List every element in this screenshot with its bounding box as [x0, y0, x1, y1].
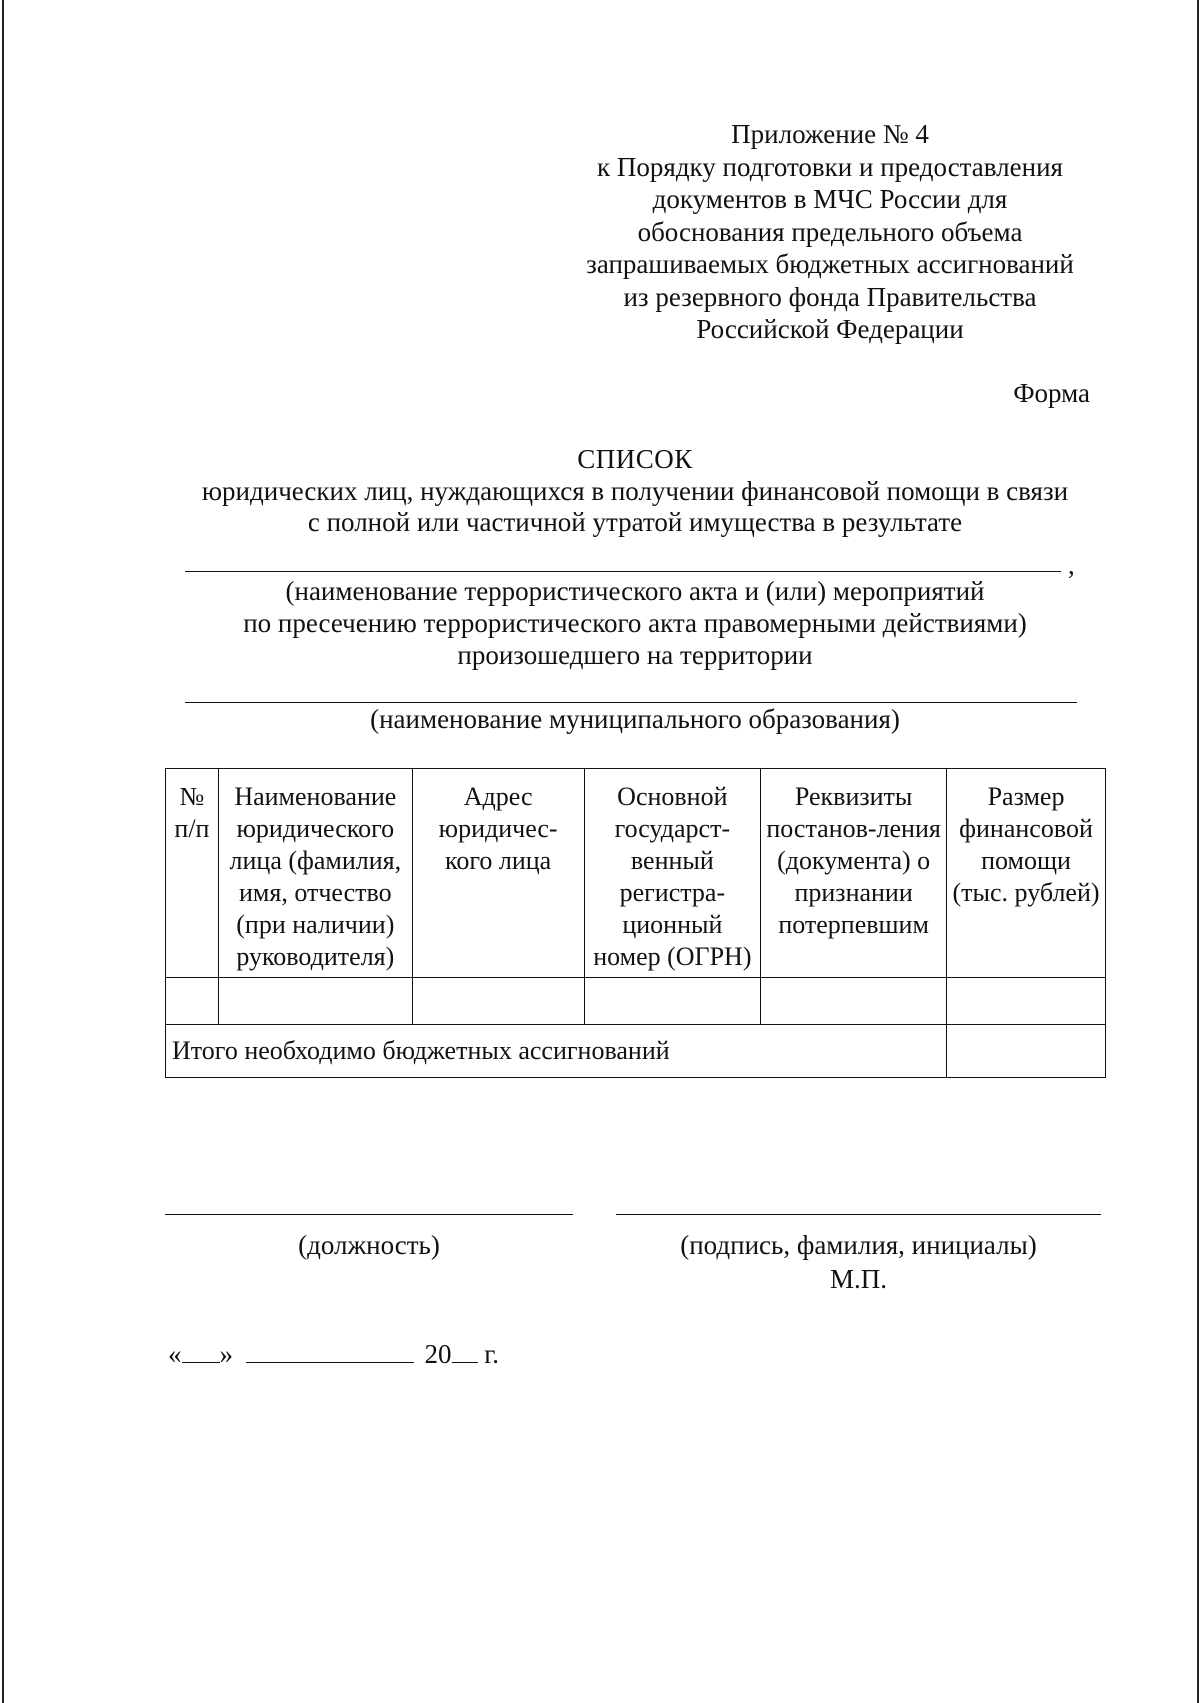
document-title [130, 444, 1140, 539]
appendix-line: обоснования предельного объема [637, 216, 1023, 247]
title-comma: , [1068, 550, 1075, 580]
cell-resolution[interactable] [761, 978, 947, 1025]
header-number: № п/п [166, 769, 219, 978]
act-caption-line-1: (наименование террористического акта и (или) мероприятий [285, 576, 985, 606]
position-blank-line[interactable] [165, 1214, 573, 1215]
stamp-placeholder: М.П. [829, 1264, 887, 1294]
title-line-2: с полной или частичной утратой имущества в результате [307, 507, 963, 537]
act-name-blank-line[interactable] [185, 571, 1061, 572]
form-label: Форма [1013, 378, 1090, 408]
header-entity-name: Наименование юридического лица (фамилия, имя, отчество (при наличии) руководителя) [218, 769, 412, 978]
date-open-quote: « [168, 1339, 182, 1369]
appendix-line: из резервного фонда Правительства [623, 281, 1037, 312]
page-edge-right [1197, 0, 1199, 1703]
header-amount: Размер финансовой помощи (тыс. рублей) [947, 769, 1106, 978]
header-resolution: Реквизиты постанов-ления (документа) о признании потерпевшим [761, 769, 947, 978]
cell-amount[interactable] [947, 978, 1106, 1025]
cell-entity-name[interactable] [218, 978, 412, 1025]
year-blank[interactable] [452, 1338, 478, 1363]
municipality-blank-line[interactable] [185, 702, 1077, 703]
act-caption-line-2: по пресечению террористического акта правомерными действиями) [243, 608, 1027, 638]
appendix-line: запрашиваемых бюджетных ассигнований [586, 249, 1074, 279]
signature-caption: (подпись, фамилия, инициалы) [680, 1230, 1037, 1260]
cell-address[interactable] [412, 978, 584, 1025]
cell-number[interactable] [166, 978, 219, 1025]
appendix-block [560, 118, 1100, 346]
territory-caption: произошедшего на территории [457, 640, 813, 670]
month-blank[interactable] [246, 1338, 414, 1363]
day-blank[interactable] [182, 1338, 220, 1363]
total-label: Итого необходимо бюджетных ассигнований [166, 1025, 947, 1078]
appendix-line: Российской Федерации [696, 314, 964, 344]
title-line-1: юридических лиц, нуждающихся в получении финансовой помощи в связи [201, 475, 1069, 506]
position-caption: (должность) [298, 1230, 440, 1260]
year-suffix: г. [484, 1339, 500, 1369]
header-ogrn: Основной государст-венный регистра-ционный номер (ОГРН) [584, 769, 761, 978]
date-line [168, 1338, 499, 1370]
title-heading: СПИСОК [577, 444, 693, 474]
total-amount-cell[interactable] [947, 1025, 1106, 1078]
appendix-line: Приложение № 4 [731, 119, 929, 149]
year-prefix: 20 [424, 1339, 452, 1369]
table-total-row [166, 1025, 1106, 1078]
date-close-quote: » [219, 1339, 233, 1369]
legal-entities-table [165, 768, 1106, 1078]
signature-blank-line[interactable] [616, 1214, 1101, 1215]
table-header-row [166, 769, 1106, 978]
appendix-line: к Порядку подготовки и предоставления [597, 151, 1063, 182]
municipality-caption: (наименование муниципального образования) [370, 704, 900, 734]
act-caption [130, 575, 1140, 671]
appendix-line: документов в МЧС России для [652, 184, 1008, 214]
cell-ogrn[interactable] [584, 978, 761, 1025]
table-row [166, 978, 1106, 1025]
header-address: Адрес юридичес-кого лица [412, 769, 584, 978]
page-edge-left [2, 0, 4, 1703]
